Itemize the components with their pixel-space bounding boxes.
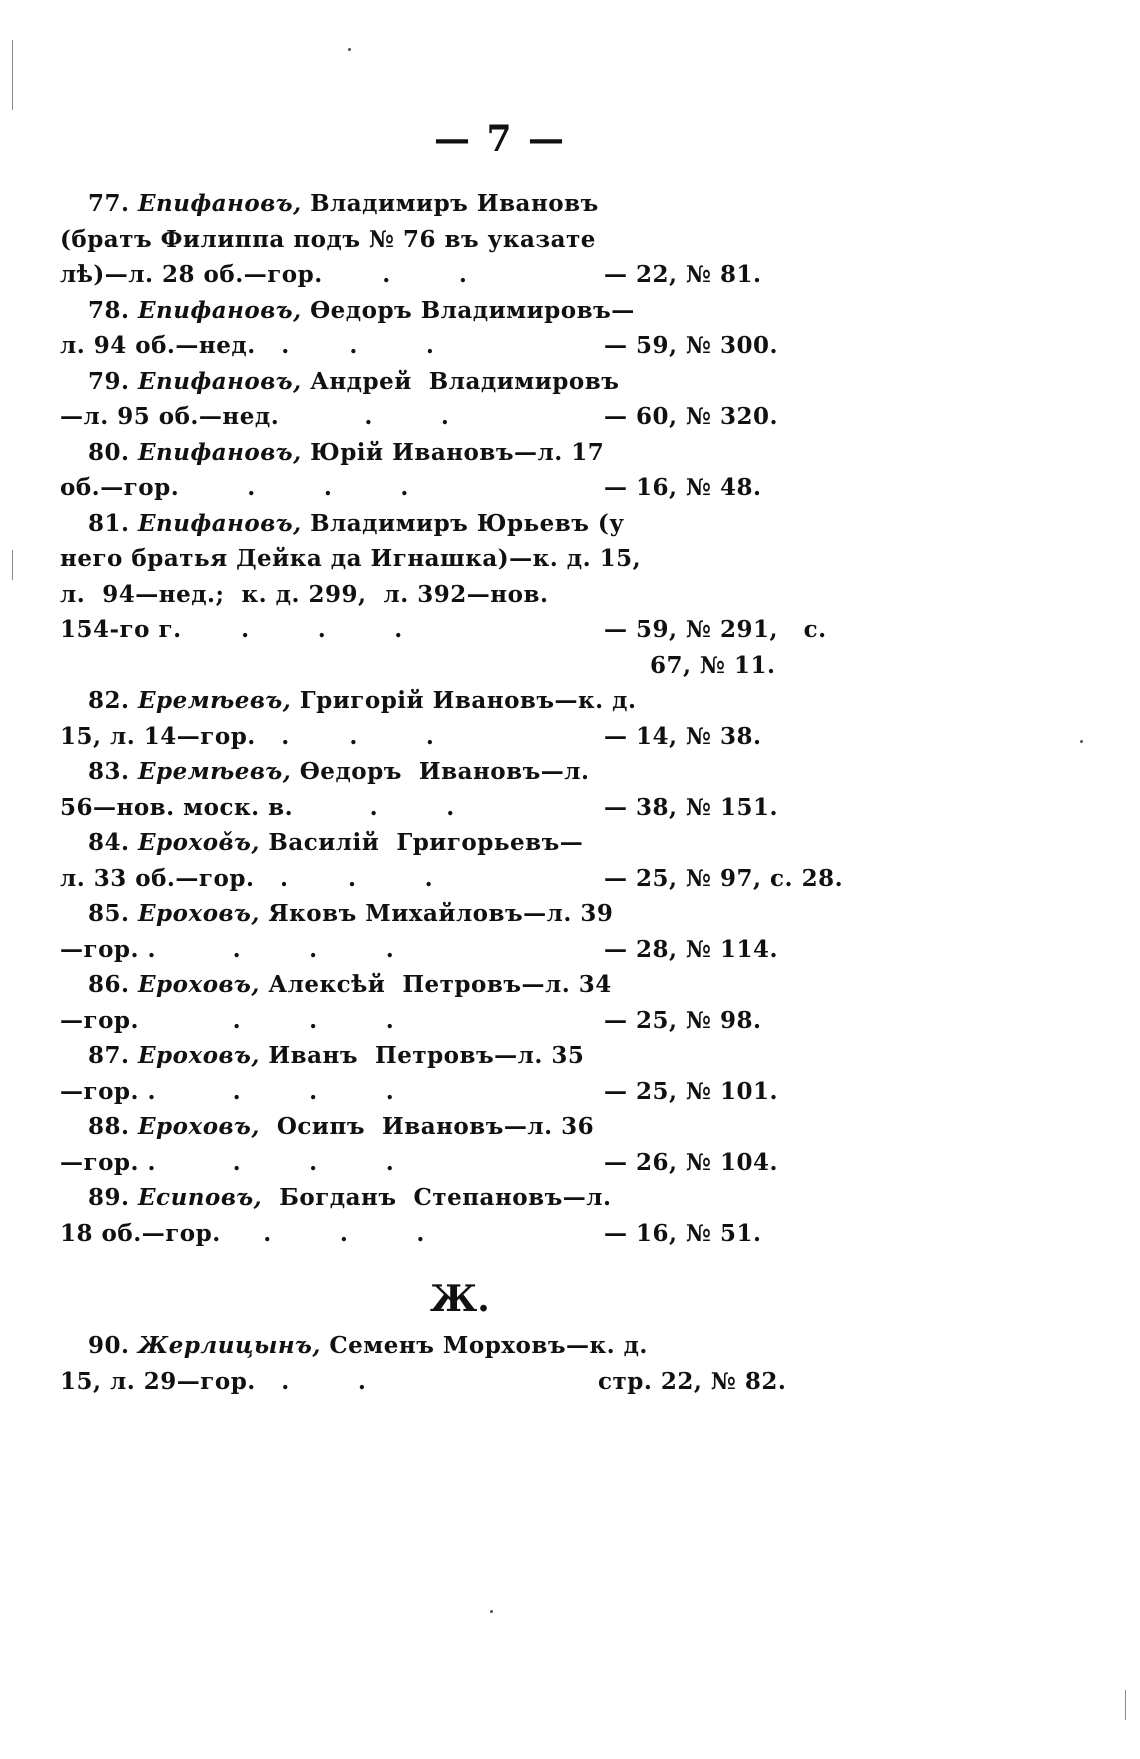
entry-text: 56—нов. моск. в. . .: [60, 793, 455, 821]
entry-line: [88, 297, 635, 324]
entry-line: [60, 936, 394, 963]
entry-text: Яковъ Михайловъ—л. 39: [259, 900, 614, 927]
entry-text: него братья Дейка да Игнашка)—к. д. 15,: [60, 545, 642, 572]
entry-number: 80.: [88, 438, 139, 466]
entry-line: [60, 723, 434, 750]
entry-surname: Епифановъ,: [138, 190, 302, 217]
entry-text: об.—гор. . . .: [60, 474, 409, 501]
entry-text: —л. 95 об.—нед. . .: [60, 403, 450, 430]
entry-line: [88, 1184, 611, 1211]
entry-line: [60, 1007, 394, 1034]
entry-line: [60, 545, 641, 572]
entry-line: [88, 900, 613, 927]
entry-text: Григорій Ивановъ—к. д.: [291, 687, 637, 714]
entry-text: л. 33 об.—гор. . . .: [60, 864, 434, 892]
entry-reference: — 59, № 291, с.: [604, 616, 827, 643]
scan-edge-mark: [12, 40, 13, 110]
entry-text: Богданъ Степановъ—л.: [262, 1184, 612, 1211]
entry-reference: — 26, № 104.: [604, 1148, 779, 1176]
entry-surname: Епифановъ,: [138, 367, 302, 395]
entry-line: [88, 829, 583, 856]
entry-line: [88, 510, 625, 537]
entry-text: Алексѣй Петровъ—л. 34: [259, 971, 612, 998]
entry-number: 89.: [88, 1184, 139, 1211]
entry-text: (братъ Филиппа подъ № 76 въ указате: [60, 225, 596, 253]
entry-text: Семенъ Морховъ—к. д.: [320, 1332, 648, 1359]
entry-number: 78.: [88, 296, 139, 324]
entry-line: [60, 581, 548, 608]
entry-reference: — 22, № 81.: [604, 261, 762, 288]
entry-reference: — 25, № 97, с. 28.: [604, 864, 844, 892]
entry-reference: — 16, № 48.: [604, 474, 762, 501]
entry-line: [60, 1368, 366, 1395]
entry-line: [88, 1113, 594, 1140]
entry-reference: — 28, № 114.: [604, 935, 779, 963]
entry-number: 77.: [88, 190, 139, 217]
entry-reference: — 59, № 300.: [604, 332, 779, 359]
entry-line: [88, 439, 604, 466]
entry-reference: — 16, № 51.: [604, 1219, 762, 1247]
entry-number: 88.: [88, 1113, 139, 1140]
section-heading: Ж.: [430, 1278, 490, 1320]
entry-text: 154-го г. . . .: [60, 616, 403, 643]
page-number: — 7 —: [433, 118, 567, 160]
entry-line: [88, 368, 619, 395]
entry-line: [60, 1078, 394, 1105]
scan-edge-mark: [1125, 1690, 1126, 1720]
entry-text: л. 94 об.—нед. . . .: [60, 332, 435, 359]
scan-speck: [490, 1610, 493, 1613]
entry-text: лѣ)—л. 28 об.—гор. . .: [60, 261, 468, 288]
entry-surname: Ерохов̌ъ,: [138, 829, 260, 856]
entry-surname: Есиповъ,: [138, 1184, 263, 1211]
entry-text: Осипъ Ивановъ—л. 36: [259, 1113, 595, 1140]
entry-reference: — 60, № 320.: [604, 403, 779, 430]
entry-surname: Еремѣевъ,: [138, 687, 292, 714]
entry-line: [60, 474, 409, 501]
entry-number: 82.: [88, 687, 139, 714]
entry-reference: — 38, № 151.: [604, 793, 779, 821]
entry-text: Иванъ Петровъ—л. 35: [259, 1042, 585, 1069]
entry-text: 15, л. 14—гор. . . .: [60, 722, 435, 750]
entry-line: [88, 1332, 648, 1359]
entry-surname: Епифановъ,: [138, 296, 302, 324]
entry-line: [60, 226, 596, 253]
entry-line: [88, 971, 612, 998]
entry-text: л. 94—нед.; к. д. 299, л. 392—нов.: [60, 580, 549, 608]
entry-text: 18 об.—гор. . . .: [60, 1219, 425, 1247]
entry-surname: Жерлицынъ,: [138, 1332, 321, 1359]
entry-number: 86.: [88, 971, 139, 998]
entry-line: [88, 1042, 584, 1069]
entry-surname: Ероховъ,: [138, 1113, 260, 1140]
entry-text: —гор. . . .: [60, 1006, 395, 1034]
entry-line: [60, 865, 433, 892]
entry-text: Өедоръ Владимировъ—: [301, 296, 635, 324]
entry-text: Владимиръ Ивановъ: [301, 190, 599, 217]
entry-surname: Епифановъ,: [138, 438, 302, 466]
entry-text: 15, л. 29—гор. . .: [60, 1367, 367, 1395]
entry-surname: Еремѣевъ,: [138, 758, 292, 785]
entry-surname: Епифановъ,: [138, 509, 302, 537]
entry-reference: 67, № 11.: [650, 651, 776, 679]
entry-line: [88, 687, 637, 714]
entry-number: 79.: [88, 367, 139, 395]
entry-line: [60, 616, 403, 643]
entry-line: [88, 190, 599, 217]
entry-number: 84.: [88, 829, 139, 856]
entry-line: [60, 794, 455, 821]
entry-text: Андрей Владимировъ: [301, 367, 620, 395]
scan-speck: [348, 48, 351, 51]
entry-line: [60, 332, 434, 359]
entry-reference: — 25, № 98.: [604, 1006, 762, 1034]
entry-number: 83.: [88, 758, 139, 785]
entry-text: Өедоръ Ивановъ—л.: [291, 758, 590, 785]
entry-text: Владимиръ Юрьевъ (у: [301, 509, 625, 537]
entry-text: Юрій Ивановъ—л. 17: [301, 438, 605, 466]
entry-number: 90.: [88, 1332, 139, 1359]
entry-number: 87.: [88, 1042, 139, 1069]
entry-reference: — 14, № 38.: [604, 722, 762, 750]
scan-edge-mark: [12, 550, 13, 580]
scan-speck: [1080, 740, 1083, 743]
entry-number: 85.: [88, 900, 139, 927]
entry-line: [60, 1220, 425, 1247]
entry-reference: — 25, № 101.: [604, 1077, 779, 1105]
entry-reference: стр. 22, № 82.: [598, 1367, 787, 1395]
entry-surname: Ероховъ,: [138, 1042, 260, 1069]
entry-line: [60, 1149, 394, 1176]
entry-surname: Ероховъ,: [138, 971, 260, 998]
entry-line: [88, 758, 590, 785]
entry-number: 81.: [88, 509, 139, 537]
entry-surname: Ероховъ,: [138, 900, 260, 927]
entry-text: —гор. . . . .: [60, 1148, 395, 1176]
entry-line: [60, 403, 449, 430]
entry-text: Василій Григорьевъ—: [259, 829, 584, 856]
entry-line: [60, 261, 467, 288]
entry-text: —гор. . . . .: [60, 935, 395, 963]
entry-text: —гор. . . . .: [60, 1077, 395, 1105]
